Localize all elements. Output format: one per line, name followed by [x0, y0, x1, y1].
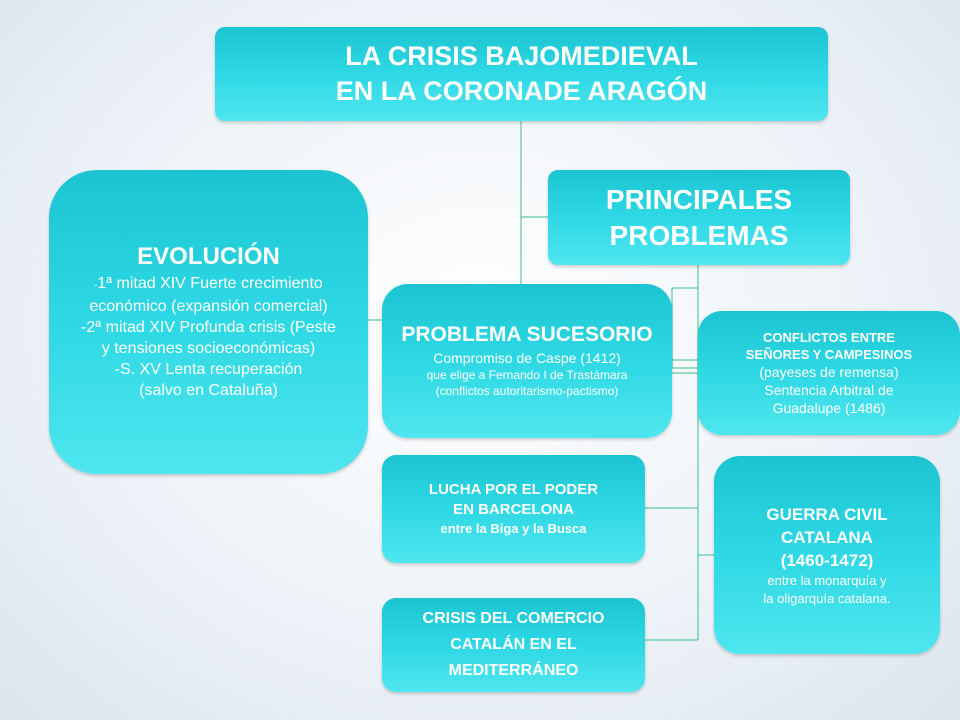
guerra-line-1: entre la monarquía y	[767, 572, 887, 588]
conflictos-heading-2: SEÑORES Y CAMPESINOS	[745, 347, 913, 362]
sucesorio-line-1: Compromiso de Caspe (1412)	[433, 350, 621, 366]
sucesorio-line-3: (conflictos autoritarismo-pactismo)	[435, 384, 619, 398]
sucesorio-line-2: que elige a Fernando I de Trastámara	[426, 368, 628, 382]
lucha-heading-1: LUCHA POR EL PODER	[428, 481, 599, 498]
crisis-line-1: CRISIS DEL COMERCIO	[422, 610, 605, 627]
guerra-heading-3: (1460-1472)	[780, 550, 874, 570]
conflictos-box	[698, 311, 960, 435]
principales-line-2: PROBLEMAS	[609, 219, 789, 251]
title-line-1: LA CRISIS BAJOMEDIEVAL	[345, 41, 698, 71]
guerra-heading-2: CATALANA	[781, 527, 873, 547]
evolucion-line-6: (salvo en Cataluña)	[139, 382, 278, 399]
crisis-comercio-box	[382, 598, 645, 692]
principales-line-1: PRINCIPALES	[605, 183, 793, 215]
title-line-2: EN LA CORONADE ARAGÓN	[335, 76, 708, 106]
conflictos-line-2: Sentencia Arbitral de	[764, 382, 894, 398]
guerra-line-2: la oligarquía catalana.	[763, 590, 891, 606]
conflictos-heading-1: CONFLICTOS ENTRE	[763, 330, 895, 345]
title-box	[215, 27, 828, 121]
crisis-line-3: MEDITERRÁNEO	[448, 662, 579, 679]
lucha-line-1: entre la Biga y la Busca	[440, 521, 587, 536]
problema-sucesorio-box	[382, 284, 672, 438]
evolucion-line-3: -2ª mitad XIV Profunda crisis (Peste	[81, 319, 336, 336]
evolucion-dash: -	[94, 280, 98, 290]
guerra-heading-1: GUERRA CIVIL	[766, 504, 888, 524]
evolucion-heading: EVOLUCIÓN	[137, 243, 280, 270]
sucesorio-heading: PROBLEMA SUCESORIO	[401, 323, 653, 346]
lucha-poder-box	[382, 455, 645, 563]
crisis-line-2: CATALÁN EN EL	[450, 636, 577, 653]
evolucion-line-5: -S. XV Lenta recuperación	[114, 361, 303, 378]
guerra-civil-box	[714, 456, 940, 654]
principales-problemas-box	[548, 170, 850, 265]
conflictos-line-3: Guadalupe (1486)	[772, 400, 886, 416]
evolucion-line-2: económico (expansión comercial)	[89, 298, 328, 315]
evolucion-box	[49, 170, 368, 474]
evolucion-line-4: y tensiones socioeconómicas)	[101, 340, 316, 357]
evolucion-line-1	[94, 273, 323, 296]
conflictos-line-1: (payeses de remensa)	[759, 364, 899, 380]
evolucion-line-1-text: 1ª mitad XIV Fuerte crecimiento	[97, 275, 323, 292]
lucha-heading-2: EN BARCELONA	[453, 501, 574, 518]
